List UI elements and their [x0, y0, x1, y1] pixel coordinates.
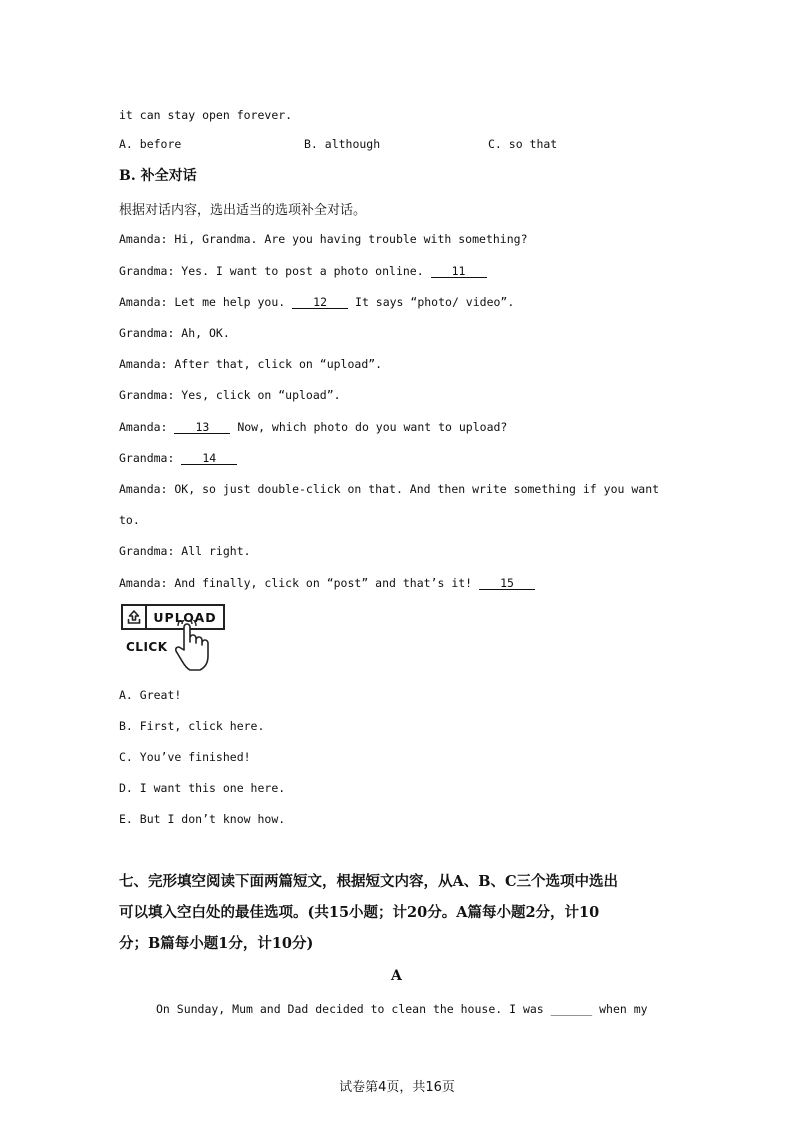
blank-11: 11 [431, 265, 487, 278]
hand-cursor-icon [172, 620, 216, 672]
passage-text-line: it can stay open forever. [119, 108, 293, 122]
dialogue-line-9b: to. [119, 513, 140, 527]
option-c: C. so that [488, 137, 558, 151]
upload-label: UPLOAD [153, 609, 217, 625]
dialogue-text: Amanda: Let me help you. [119, 295, 293, 309]
dialogue-line-3 [119, 295, 514, 309]
dialogue-line-8 [119, 451, 237, 465]
blank-13: 13 [174, 421, 230, 434]
blank-12: 12 [292, 296, 348, 309]
dialogue-line-6: Grandma: Yes, click on “upload”. [119, 388, 341, 402]
section-b-title: B. 补全对话 [119, 168, 197, 184]
blank-15: 15 [479, 577, 535, 590]
passage-label: A [391, 968, 402, 984]
choice-b: B. First, click here. [119, 719, 265, 733]
dialogue-text: Now, which photo do you want to upload? [230, 420, 508, 434]
section-7-line-1: 七、完形填空阅读下面两篇短文，根据短文内容，从A、B、C三个选项中选出 [119, 873, 619, 890]
option-b: B. although [304, 137, 381, 151]
dialogue-text: Grandma: Yes. I want to post a photo online. [119, 264, 431, 278]
dialogue-text: Grandma: [119, 451, 182, 465]
choice-e: E. But I don’t know how. [119, 812, 286, 826]
option-a: A. before [119, 137, 182, 151]
dialogue-line-11 [119, 576, 535, 590]
dialogue-line-10: Grandma: All right. [119, 544, 251, 558]
dialogue-text: It says “photo/ video”. [348, 295, 515, 309]
click-label: CLICK [126, 640, 168, 654]
dialogue-line-9: Amanda: OK, so just double-click on that. And then write something if you want [119, 482, 660, 496]
dialogue-text: Amanda: And finally, click on “post” and that’s it! [119, 576, 480, 590]
choice-d: D. I want this one here. [119, 781, 286, 795]
section-7-heading [119, 866, 679, 959]
blank-14: 14 [181, 452, 237, 465]
dialogue-text: Amanda: [119, 420, 175, 434]
section-7-line-3: 分；B篇每小题1分，计10分) [119, 935, 314, 952]
choice-a: A. Great! [119, 688, 182, 702]
dialogue-line-7 [119, 420, 507, 434]
dialogue-line-5: Amanda: After that, click on “upload”. [119, 357, 383, 371]
choice-c: C. You’ve finished! [119, 750, 251, 764]
section-b-instruction: 根据对话内容，选出适当的选项补全对话。 [119, 203, 367, 218]
upload-icon [123, 606, 147, 628]
dialogue-line-4: Grandma: Ah, OK. [119, 326, 230, 340]
dialogue-line-1: Amanda: Hi, Grandma. Are you having trouble with something? [119, 232, 528, 246]
dialogue-line-2 [119, 264, 487, 278]
passage-first-line: On Sunday, Mum and Dad decided to clean the house. I was ______ when my [156, 1002, 648, 1016]
section-7-line-2: 可以填入空白处的最佳选项。(共15小题；计20分。A篇每小题2分，计10 [119, 904, 600, 921]
page-footer: 试卷第4页，共16页 [339, 1080, 455, 1095]
